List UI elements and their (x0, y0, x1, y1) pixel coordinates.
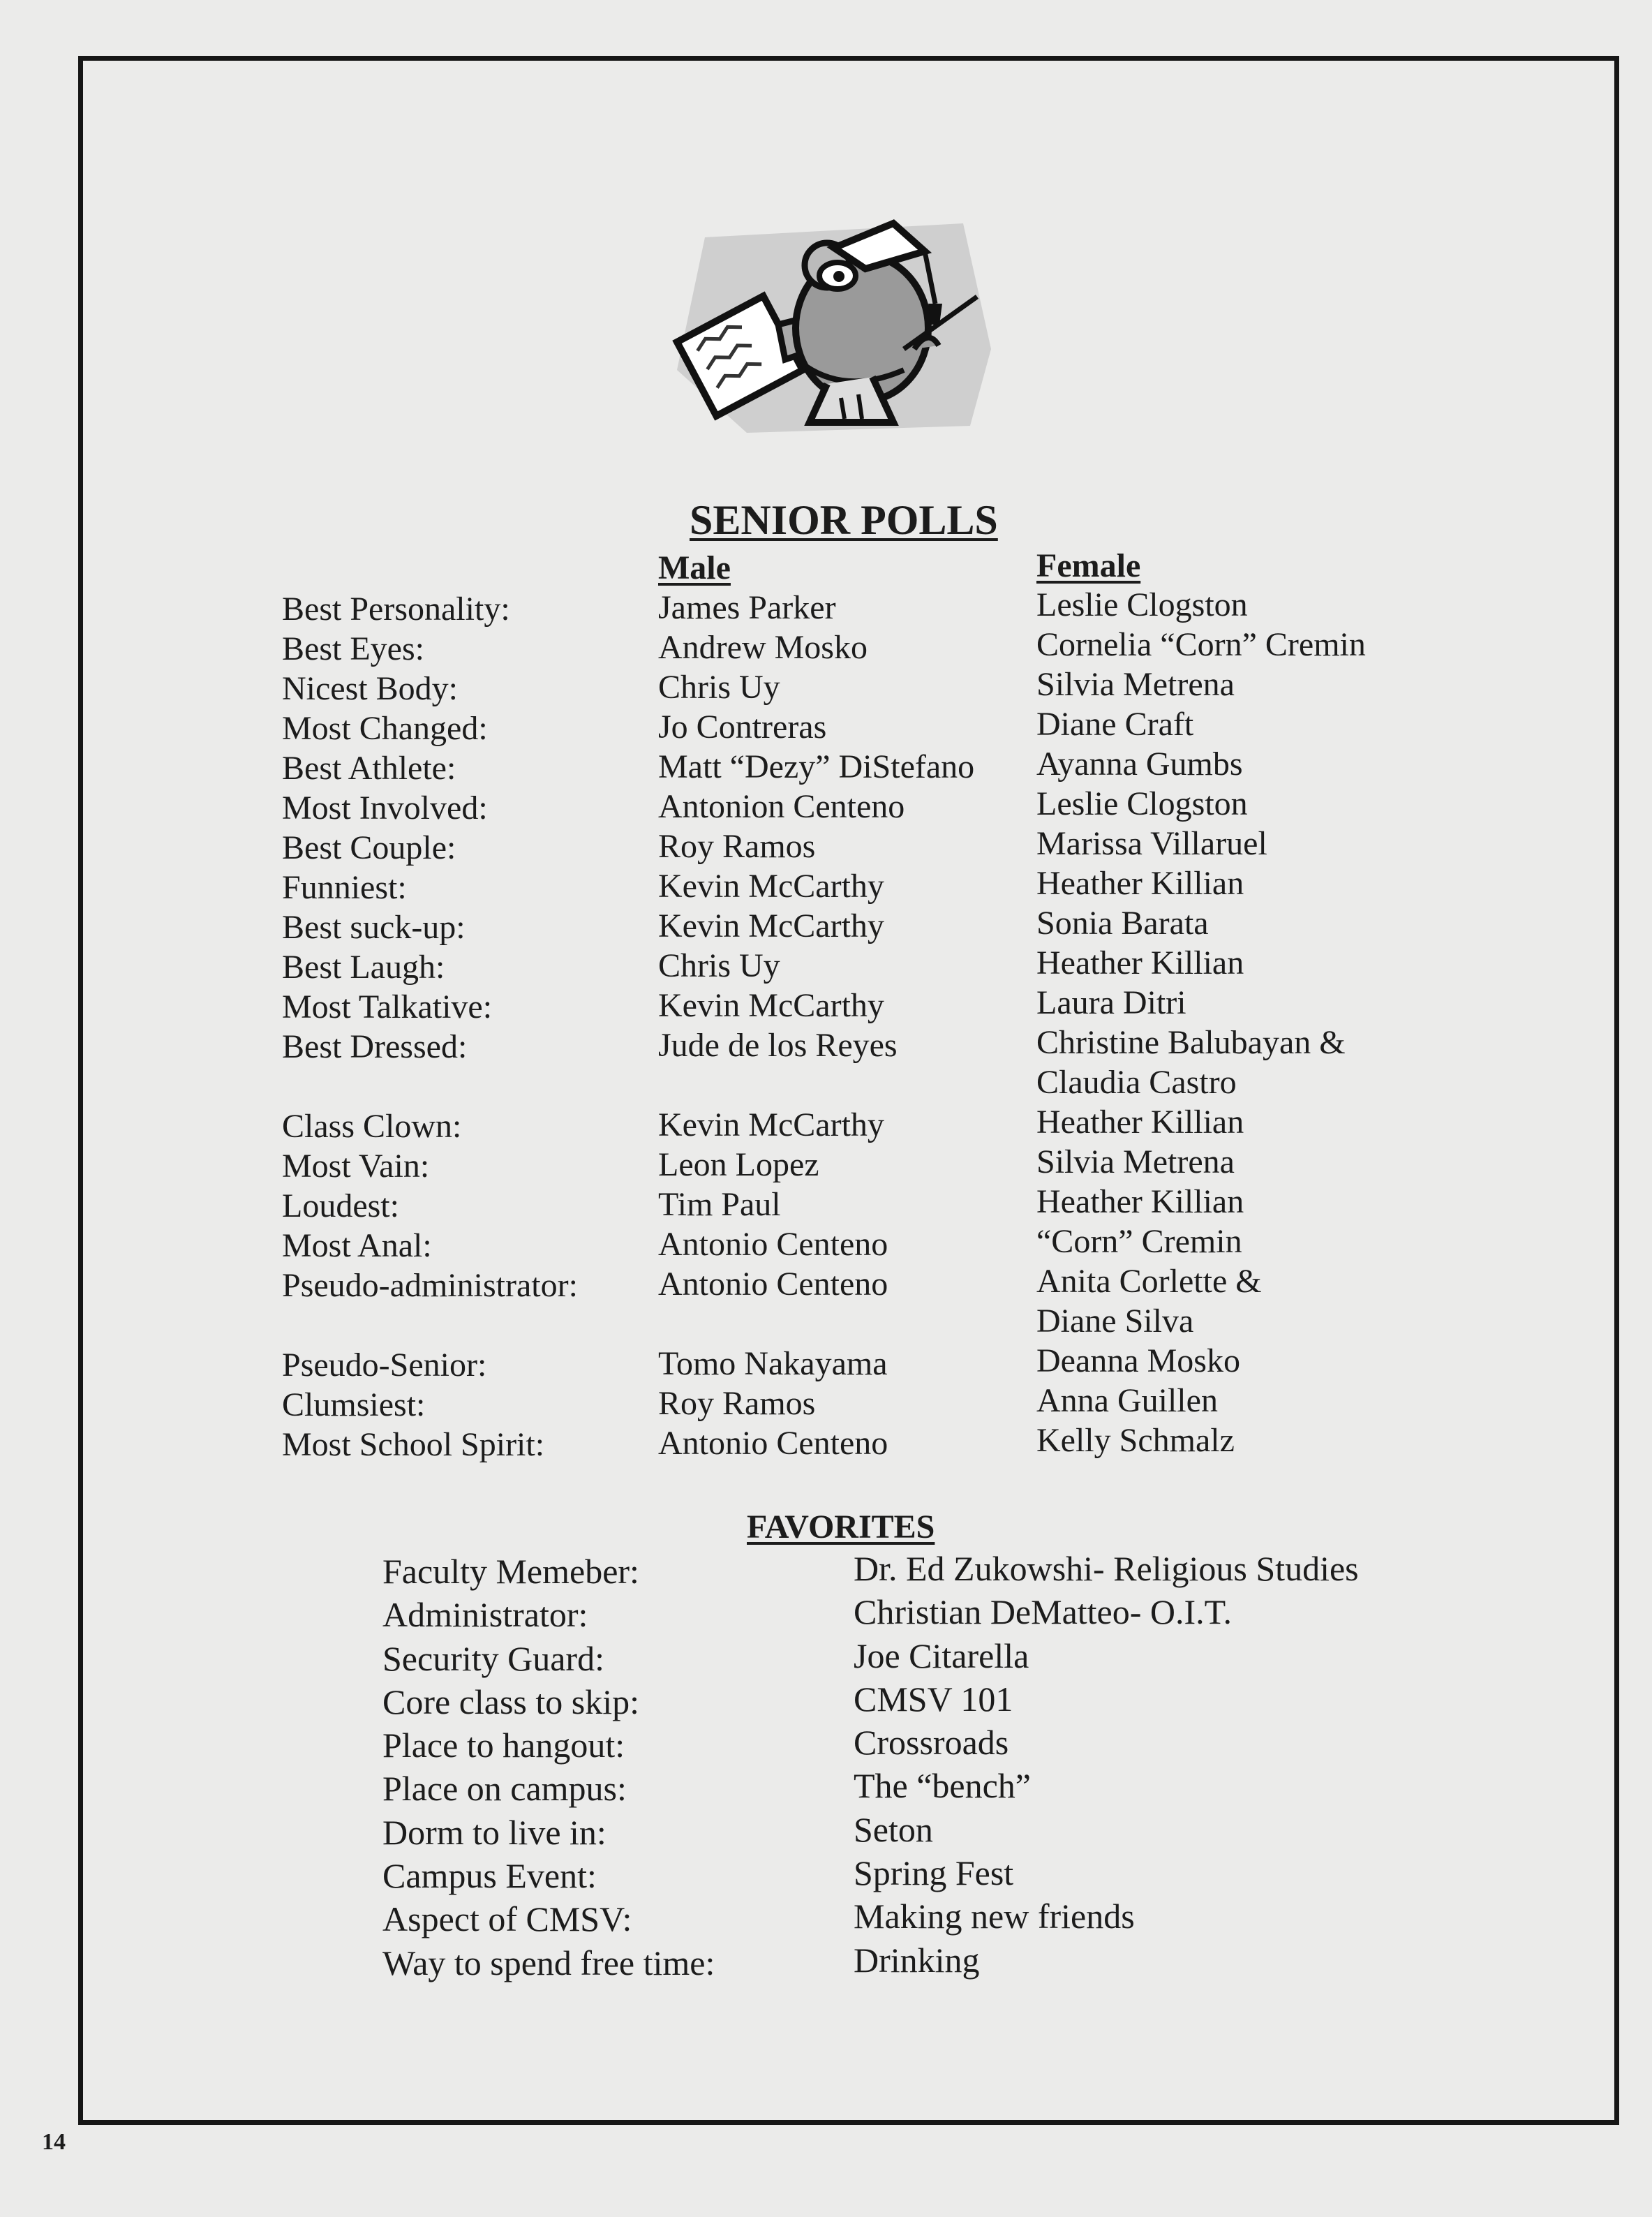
female-winner: Sonia Barata (1036, 905, 1209, 942)
poll-category: Most Vain: (282, 1148, 430, 1185)
female-winner: Diane Silva (1036, 1303, 1194, 1340)
male-winners-column (658, 588, 974, 1463)
poll-category: Best Athlete: (282, 750, 456, 787)
female-winner: Heather Killian (1036, 1183, 1244, 1220)
female-winner: Ayanna Gumbs (1036, 746, 1243, 783)
male-winner: Matt “Dezy” DiStefano (658, 748, 975, 785)
female-winner: Kelly Schmalz (1036, 1422, 1235, 1459)
favorite-category: Dorm to live in: (382, 1812, 607, 1852)
poll-category: Most Changed: (282, 710, 488, 747)
male-winner: Roy Ramos (658, 828, 816, 865)
poll-category: Pseudo-Senior: (282, 1347, 487, 1384)
male-winner: Kevin McCarthy (658, 987, 884, 1024)
poll-category: Most Talkative: (282, 988, 493, 1025)
favorite-value: Christian DeMatteo- O.I.T. (854, 1592, 1232, 1632)
graduate-frog-icon (663, 209, 1005, 433)
female-winners-column (1036, 585, 1366, 1460)
poll-category: Best Laugh: (282, 949, 445, 986)
poll-category: Pseudo-administrator: (282, 1267, 578, 1304)
male-winner (658, 1304, 974, 1344)
female-winner: Heather Killian (1036, 1104, 1244, 1141)
male-winner: Chris Uy (658, 669, 780, 706)
poll-category: Loudest: (282, 1187, 399, 1224)
male-winner: Tomo Nakayama (658, 1345, 888, 1382)
poll-category: Most Involved: (282, 789, 488, 826)
favorite-category: Aspect of CMSV: (382, 1899, 632, 1939)
poll-category: Funniest: (282, 869, 407, 906)
female-winner: Silvia Metrena (1036, 666, 1235, 703)
male-winner: Roy Ramos (658, 1385, 816, 1422)
female-winner: Christine Balubayan & (1036, 1024, 1346, 1061)
male-winner: Antonio Centeno (658, 1226, 888, 1263)
favorite-value: Spring Fest (854, 1853, 1014, 1893)
poll-category: Best suck-up: (282, 909, 466, 946)
poll-category: Most School Spirit: (282, 1426, 545, 1463)
female-winner: Cornelia “Corn” Cremin (1036, 626, 1366, 663)
female-header: Female (1036, 547, 1141, 584)
poll-categories-column (282, 589, 578, 1465)
senior-polls-title: SENIOR POLLS (690, 497, 998, 543)
female-winner: Heather Killian (1036, 944, 1244, 981)
favorite-value: Dr. Ed Zukowshi- Religious Studies (854, 1549, 1359, 1588)
poll-category: Class Clown: (282, 1108, 462, 1145)
male-winner: Kevin McCarthy (658, 1106, 884, 1143)
female-winner: Leslie Clogston (1036, 785, 1248, 822)
female-winner: Leslie Clogston (1036, 586, 1248, 623)
male-winner: Antonio Centeno (658, 1425, 888, 1462)
poll-category: Clumsiest: (282, 1386, 426, 1423)
favorite-category: Place on campus: (382, 1769, 627, 1809)
favorite-category: Place to hangout: (382, 1726, 625, 1765)
female-winner: Anna Guillen (1036, 1382, 1218, 1419)
poll-category: Best Eyes: (282, 630, 424, 667)
male-winner: Chris Uy (658, 947, 780, 984)
female-winner: Deanna Mosko (1036, 1342, 1240, 1379)
favorites-title: FAVORITES (747, 1508, 935, 1545)
male-header: Male (658, 549, 731, 586)
male-winner: Antonio Centeno (658, 1266, 888, 1303)
male-winner: Kevin McCarthy (658, 868, 884, 905)
female-winner: Marissa Villaruel (1036, 825, 1267, 862)
poll-category: Best Personality: (282, 591, 510, 628)
male-winner: Antonion Centeno (658, 788, 905, 825)
poll-category: Most Anal: (282, 1227, 432, 1264)
male-winner: Tim Paul (658, 1186, 781, 1223)
female-winner: Silvia Metrena (1036, 1143, 1235, 1180)
poll-category (282, 1305, 578, 1345)
favorite-value: Joe Citarella (854, 1636, 1029, 1675)
favorite-category: Security Guard: (382, 1638, 604, 1678)
favorite-category: Faculty Memeber: (382, 1552, 639, 1591)
favorite-value: Making new friends (854, 1897, 1135, 1936)
poll-category: Best Couple: (282, 829, 456, 866)
favorite-value: CMSV 101 (854, 1679, 1013, 1719)
male-winner: James Parker (658, 589, 836, 626)
male-winner (658, 1065, 974, 1105)
male-winner: Jo Contreras (658, 709, 827, 746)
female-winner: Heather Killian (1036, 865, 1244, 902)
favorite-category: Administrator: (382, 1595, 588, 1635)
female-winner: Laura Ditri (1036, 984, 1186, 1021)
favorite-value: Seton (854, 1809, 933, 1849)
female-winner: Diane Craft (1036, 706, 1194, 743)
female-winner: Anita Corlette & (1036, 1263, 1262, 1300)
female-winner: “Corn” Cremin (1036, 1223, 1242, 1260)
favorite-value: The “bench” (854, 1766, 1032, 1806)
favorite-value: Drinking (854, 1940, 980, 1980)
female-winner: Claudia Castro (1036, 1064, 1237, 1101)
poll-category: Nicest Body: (282, 670, 458, 707)
male-winner: Andrew Mosko (658, 629, 868, 666)
favorites-categories-column (382, 1550, 715, 1985)
favorite-category: Campus Event: (382, 1856, 597, 1896)
favorite-category: Way to spend free time: (382, 1943, 715, 1982)
poll-category (282, 1067, 578, 1106)
male-winner: Jude de los Reyes (658, 1027, 898, 1064)
favorites-values-column (854, 1547, 1359, 1982)
male-winner: Leon Lopez (658, 1146, 819, 1183)
page-number: 14 (42, 2129, 66, 2155)
poll-category: Best Dressed: (282, 1028, 468, 1065)
male-winner: Kevin McCarthy (658, 907, 884, 944)
favorite-value: Crossroads (854, 1723, 1009, 1763)
favorite-category: Core class to skip: (382, 1682, 640, 1721)
